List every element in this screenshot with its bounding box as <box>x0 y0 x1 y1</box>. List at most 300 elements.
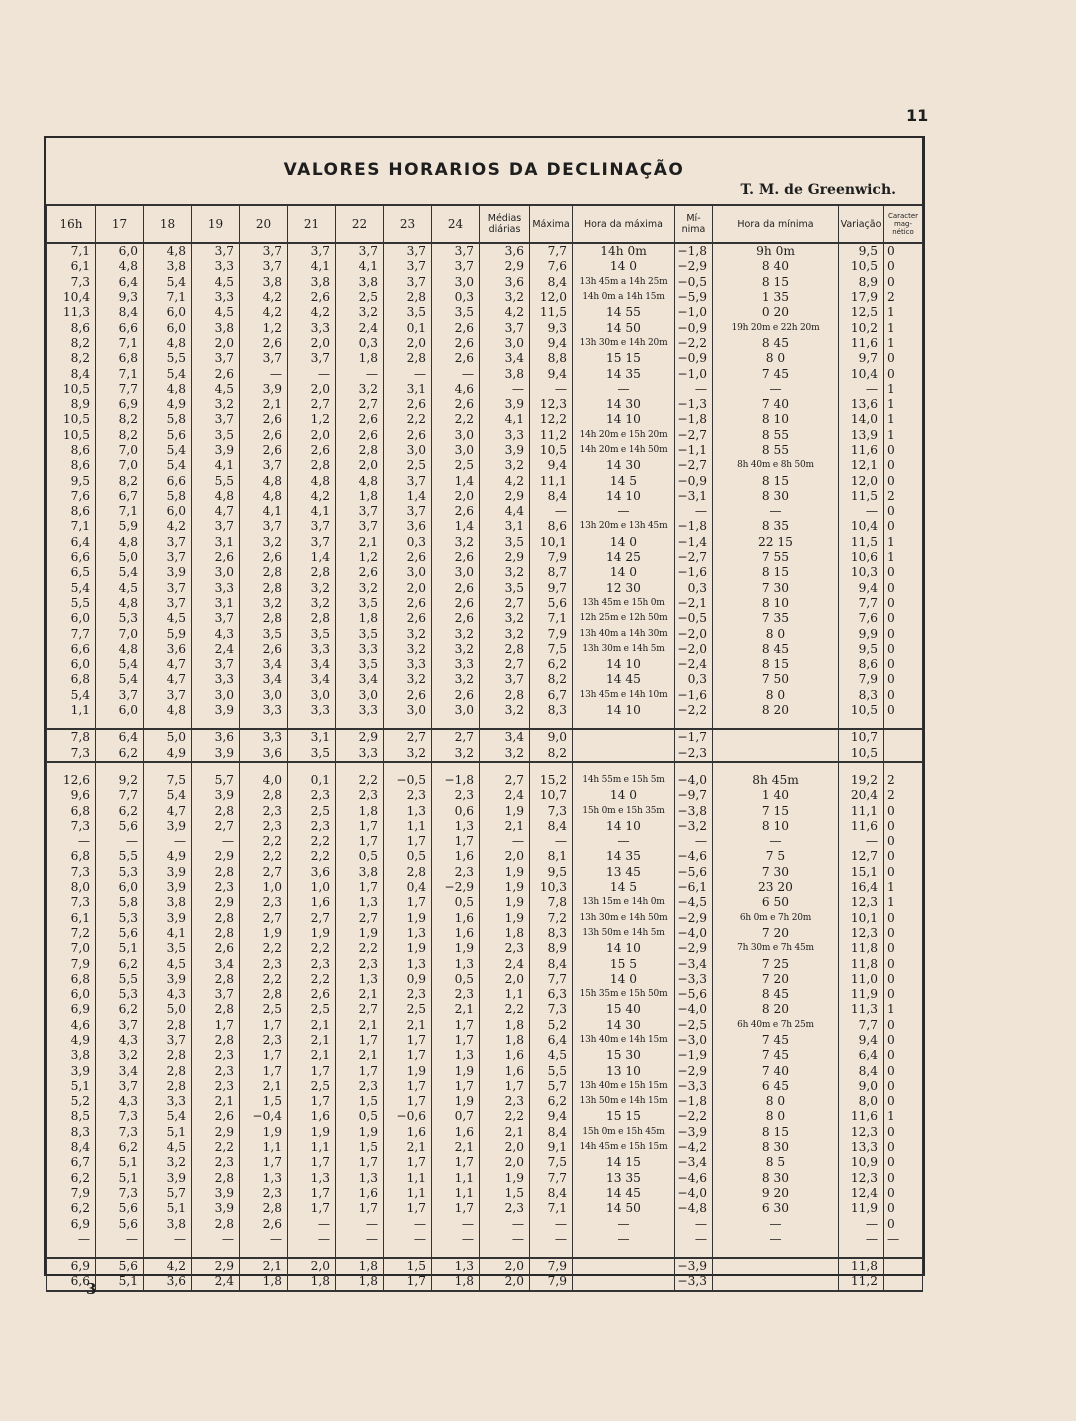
table-cell: 4,8 <box>240 473 288 488</box>
table-cell: 23 20 <box>713 880 839 895</box>
table-cell: −2,9 <box>675 259 713 274</box>
table-cell: 1,1 <box>288 1140 336 1155</box>
table-cell: 8,6 <box>47 458 96 473</box>
spacer-cell <box>884 718 923 729</box>
table-cell: 10,4 <box>839 519 884 534</box>
table-cell: 1,9 <box>240 1125 288 1140</box>
table-row <box>47 275 923 290</box>
declination-table <box>46 204 923 1292</box>
table-cell: 2,3 <box>432 987 480 1002</box>
table-cell: 4,8 <box>336 473 384 488</box>
table-cell: 6,4 <box>96 729 144 745</box>
table-cell: — <box>713 1216 839 1231</box>
table-cell: 2,0 <box>480 849 530 864</box>
table-cell: 1,7 <box>384 1201 432 1216</box>
table-cell: 14 25 <box>573 550 675 565</box>
table-row <box>47 1109 923 1124</box>
table-cell: 2,3 <box>192 1079 240 1094</box>
table-cell: 2,3 <box>240 1186 288 1201</box>
table-cell: 7,3 <box>96 1186 144 1201</box>
table-cell: 3,7 <box>384 504 432 519</box>
table-row <box>47 926 923 941</box>
table-cell: 5,2 <box>47 1094 96 1109</box>
table-cell: 3,3 <box>288 703 336 718</box>
table-cell: 0 <box>884 443 923 458</box>
table-cell: 4,2 <box>240 290 288 305</box>
table-cell: 0 <box>884 1201 923 1216</box>
table-cell: 8 40 <box>713 259 839 274</box>
table-cell: 13h 40m e 15h 15m <box>573 1079 675 1094</box>
table-cell: 4,5 <box>144 956 192 971</box>
table-cell: 3,8 <box>144 1216 192 1231</box>
table-cell: 2,8 <box>240 987 288 1002</box>
table-cell: 0,5 <box>336 1109 384 1124</box>
table-cell: 2,6 <box>192 366 240 381</box>
table-cell: 2,8 <box>192 1171 240 1186</box>
table-cell: −2,2 <box>675 1109 713 1124</box>
table-cell: 3,7 <box>240 243 288 259</box>
table-cell: 2,8 <box>192 972 240 987</box>
table-cell: 1,5 <box>240 1094 288 1109</box>
table-row <box>47 788 923 803</box>
table-cell: 1 40 <box>713 788 839 803</box>
table-cell: 4,9 <box>47 1033 96 1048</box>
table-cell: −2,0 <box>675 626 713 641</box>
table-cell: 15,2 <box>530 773 573 788</box>
table-cell: 2,3 <box>240 1033 288 1048</box>
table-cell: 4,1 <box>288 504 336 519</box>
table-cell: 1,1 <box>384 1186 432 1201</box>
table-cell: 1 <box>884 1002 923 1017</box>
table-cell: 9,0 <box>530 729 573 745</box>
table-cell: 2,0 <box>480 972 530 987</box>
table-cell: 14 55 <box>573 305 675 320</box>
table-cell: 14 10 <box>573 941 675 956</box>
table-cell: 1,6 <box>432 849 480 864</box>
table-cell: 12,3 <box>530 397 573 412</box>
table-cell: 3,7 <box>288 243 336 259</box>
table-cell: 5,6 <box>144 428 192 443</box>
table-cell: 2,3 <box>336 1079 384 1094</box>
table-cell: −3,4 <box>675 1155 713 1170</box>
table-cell: 8,3 <box>839 688 884 703</box>
table-row <box>47 803 923 818</box>
table-cell: 3,0 <box>192 688 240 703</box>
table-cell: 0 <box>884 366 923 381</box>
spacer-cell <box>884 1247 923 1258</box>
table-cell: — <box>336 366 384 381</box>
table-cell: 4,6 <box>47 1018 96 1033</box>
col-header: Mí- nima <box>675 205 713 243</box>
table-cell: 0 <box>884 834 923 849</box>
table-cell: 9,4 <box>839 581 884 596</box>
table-cell: 2 <box>884 773 923 788</box>
table-cell: 2,2 <box>336 773 384 788</box>
table-cell: 0 <box>884 849 923 864</box>
table-cell: 11,2 <box>530 428 573 443</box>
table-cell: 3,7 <box>192 987 240 1002</box>
table-cell: 7,1 <box>96 504 144 519</box>
table-cell: 6,9 <box>47 1216 96 1231</box>
table-cell: 3,9 <box>480 397 530 412</box>
table-cell: 2,8 <box>144 1048 192 1063</box>
table-cell: 2,0 <box>480 1140 530 1155</box>
table-cell: −2,7 <box>675 550 713 565</box>
table-cell: 11,8 <box>839 1258 884 1274</box>
table-cell: 2,0 <box>384 581 432 596</box>
spacer-cell <box>480 718 530 729</box>
table-cell: 1,6 <box>432 926 480 941</box>
table-cell: 1,8 <box>432 1274 480 1290</box>
spacer-cell <box>336 762 384 773</box>
table-cell: 1,4 <box>288 550 336 565</box>
table-row <box>47 1232 923 1247</box>
table-cell: 3,3 <box>192 259 240 274</box>
table-row <box>47 428 923 443</box>
table-cell: 3,0 <box>432 703 480 718</box>
table-cell: 2,9 <box>192 849 240 864</box>
table-cell: — <box>384 366 432 381</box>
table-cell: 14 45 <box>573 672 675 687</box>
table-cell: 5,1 <box>96 1171 144 1186</box>
table-cell: 4,3 <box>96 1033 144 1048</box>
table-row <box>47 320 923 335</box>
table-cell: 7,9 <box>530 626 573 641</box>
table-cell: — <box>96 834 144 849</box>
table-cell: 3,4 <box>480 351 530 366</box>
table-cell: 2,7 <box>480 773 530 788</box>
table-cell: 8,1 <box>530 849 573 864</box>
table-cell: 2,1 <box>336 1018 384 1033</box>
table-cell: 3,3 <box>336 642 384 657</box>
table-cell: 7 40 <box>713 397 839 412</box>
table-cell: 2,1 <box>480 819 530 834</box>
table-cell: 1,1 <box>432 1186 480 1201</box>
table-row <box>47 596 923 611</box>
table-cell: 8,2 <box>96 428 144 443</box>
table-cell: 7,1 <box>144 290 192 305</box>
table-cell: — <box>713 504 839 519</box>
table-cell: 3,7 <box>144 535 192 550</box>
table-cell: 1,7 <box>288 1155 336 1170</box>
table-cell: 1,9 <box>288 926 336 941</box>
table-cell: 15h 0m e 15h 35m <box>573 803 675 818</box>
table-cell: 11,2 <box>839 1274 884 1290</box>
table-cell: 3,7 <box>144 550 192 565</box>
table-cell: 2,1 <box>288 1048 336 1063</box>
table-row <box>47 611 923 626</box>
table-cell: 12,0 <box>839 473 884 488</box>
table-cell: −0,9 <box>675 320 713 335</box>
table-cell: 2,1 <box>432 1140 480 1155</box>
table-cell: 1,8 <box>480 1033 530 1048</box>
table-cell: −1,8 <box>675 519 713 534</box>
spacer-cell <box>530 718 573 729</box>
table-cell: 2,6 <box>240 336 288 351</box>
table-cell: 7,3 <box>530 1002 573 1017</box>
table-cell: 8,9 <box>47 397 96 412</box>
table-cell: 3,3 <box>336 746 384 762</box>
table-cell: 3,9 <box>47 1063 96 1078</box>
spacer-cell <box>384 718 432 729</box>
spacer-cell <box>839 1247 884 1258</box>
table-cell: 10,5 <box>47 412 96 427</box>
table-cell: 2,2 <box>240 849 288 864</box>
table-cell: −1,9 <box>675 1048 713 1063</box>
table-cell: 2,8 <box>288 611 336 626</box>
table-cell: −1,6 <box>675 565 713 580</box>
table-cell: 13h 45m a 14h 25m <box>573 275 675 290</box>
table-cell: 2,6 <box>336 565 384 580</box>
spacer-cell <box>480 1247 530 1258</box>
table-cell: 1,6 <box>480 1048 530 1063</box>
spacer-cell <box>47 762 96 773</box>
table-cell: 0,3 <box>675 672 713 687</box>
table-cell: 12,4 <box>839 1186 884 1201</box>
table-row <box>47 1079 923 1094</box>
table-cell: 3,2 <box>288 596 336 611</box>
table-cell: 11,6 <box>839 1109 884 1124</box>
table-cell: 2,8 <box>384 351 432 366</box>
table-cell: 5,4 <box>144 458 192 473</box>
table-cell: 1,7 <box>336 1201 384 1216</box>
table-cell: 1,3 <box>384 803 432 818</box>
table-cell: −4,6 <box>675 1171 713 1186</box>
table-cell: 3,8 <box>336 865 384 880</box>
table-cell: 1,7 <box>432 1155 480 1170</box>
table-cell: 0 <box>884 803 923 818</box>
table-cell: 14 30 <box>573 458 675 473</box>
table-cell: 0 <box>884 1094 923 1109</box>
table-cell: 3,3 <box>336 703 384 718</box>
spacer-cell <box>713 718 839 729</box>
table-cell: 7,0 <box>96 443 144 458</box>
col-header: 17 <box>96 205 144 243</box>
table-cell: 2,3 <box>192 880 240 895</box>
table-cell: 9h 0m <box>713 243 839 259</box>
table-cell: 2,7 <box>240 910 288 925</box>
table-row <box>47 412 923 427</box>
table-cell: −0,5 <box>384 773 432 788</box>
table-cell: 1,8 <box>336 803 384 818</box>
table-cell <box>573 729 675 745</box>
table-cell: 4,5 <box>192 305 240 320</box>
table-cell: −6,1 <box>675 880 713 895</box>
table-cell: 9,3 <box>530 320 573 335</box>
table-cell: 1,3 <box>432 1048 480 1063</box>
table-cell: 4,1 <box>480 412 530 427</box>
table-cell: — <box>432 1216 480 1231</box>
table-cell: 5,8 <box>144 412 192 427</box>
table-cell: 2,6 <box>336 412 384 427</box>
table-cell: 0 <box>884 626 923 641</box>
table-cell: 11,5 <box>530 305 573 320</box>
table-cell: 1,7 <box>384 1079 432 1094</box>
table-cell: 0 <box>884 458 923 473</box>
table-cell: 3,2 <box>384 626 432 641</box>
table-cell: −1,3 <box>675 397 713 412</box>
table-cell: 8,4 <box>839 1063 884 1078</box>
table-cell: — <box>288 1232 336 1247</box>
table-cell: 8 55 <box>713 428 839 443</box>
table-cell: 6,6 <box>96 320 144 335</box>
table-cell: 0 <box>884 351 923 366</box>
table-row <box>47 773 923 788</box>
table-cell: 8 10 <box>713 596 839 611</box>
table-cell: 8,9 <box>530 941 573 956</box>
table-cell: 1,1 <box>384 1171 432 1186</box>
table-cell: 3,7 <box>192 657 240 672</box>
table-cell: 8 20 <box>713 1002 839 1017</box>
table-cell: 14 35 <box>573 366 675 381</box>
table-cell: 9,4 <box>530 336 573 351</box>
table-cell: 7,9 <box>530 1274 573 1290</box>
table-cell: −4,6 <box>675 849 713 864</box>
table-cell: 7,1 <box>96 366 144 381</box>
table-cell: 1,8 <box>336 351 384 366</box>
table-cell: 1,3 <box>336 1171 384 1186</box>
table-cell: — <box>573 1232 675 1247</box>
table-cell: 2,3 <box>192 1155 240 1170</box>
table-cell: 8,4 <box>530 956 573 971</box>
table-cell: 2,3 <box>480 941 530 956</box>
spacer-cell <box>336 718 384 729</box>
table-cell: 1,2 <box>240 320 288 335</box>
col-header: 22 <box>336 205 384 243</box>
table-cell: 3,1 <box>480 519 530 534</box>
table-cell: 4,8 <box>240 489 288 504</box>
table-cell: 5,5 <box>530 1063 573 1078</box>
table-cell: 0 <box>884 941 923 956</box>
table-cell: 1 <box>884 397 923 412</box>
table-cell: −4,0 <box>675 1002 713 1017</box>
table-cell: 3,7 <box>288 535 336 550</box>
table-cell: 0 <box>884 243 923 259</box>
table-cell: 2,8 <box>240 788 288 803</box>
table-cell: 3,0 <box>480 336 530 351</box>
table-cell: −1,4 <box>675 535 713 550</box>
table-cell: 3,5 <box>384 305 432 320</box>
table-cell: 1,1 <box>47 703 96 718</box>
table-cell: −1,7 <box>675 729 713 745</box>
table-cell: 5,8 <box>144 489 192 504</box>
table-cell: 2,5 <box>288 1002 336 1017</box>
table-cell: 2,6 <box>384 550 432 565</box>
table-cell: 3,7 <box>336 504 384 519</box>
table-cell: 14h 0m a 14h 15m <box>573 290 675 305</box>
table-cell: 2,4 <box>192 642 240 657</box>
table-cell: 7 45 <box>713 1033 839 1048</box>
table-cell: 5,5 <box>96 849 144 864</box>
table-cell: 0,9 <box>384 972 432 987</box>
table-cell: 7 40 <box>713 1063 839 1078</box>
table-cell: 3,2 <box>432 746 480 762</box>
table-cell: 2,7 <box>336 397 384 412</box>
table-cell: 0 <box>884 688 923 703</box>
table-cell: 6,6 <box>47 550 96 565</box>
table-cell: 3,5 <box>288 626 336 641</box>
table-cell: 1 <box>884 880 923 895</box>
col-header: Médias diárias <box>480 205 530 243</box>
table-cell: 0 <box>884 1216 923 1231</box>
table-cell: 8 0 <box>713 351 839 366</box>
table-title: VALORES HORARIOS DA DECLINAÇÃO <box>283 160 685 180</box>
table-cell: 10,5 <box>839 746 884 762</box>
table-cell: 2,8 <box>192 1002 240 1017</box>
table-cell: — <box>573 504 675 519</box>
table-cell: — <box>144 834 192 849</box>
table-cell: 1,1 <box>432 1171 480 1186</box>
table-cell: 8,4 <box>530 1186 573 1201</box>
table-row <box>47 910 923 925</box>
table-cell: −2,4 <box>675 657 713 672</box>
table-cell: 2,6 <box>240 412 288 427</box>
spacer-cell <box>839 718 884 729</box>
table-cell: 3,6 <box>480 243 530 259</box>
table-cell: 2,8 <box>480 642 530 657</box>
table-cell: 2,0 <box>336 458 384 473</box>
table-cell: 1,9 <box>384 1063 432 1078</box>
table-cell: 6,0 <box>96 703 144 718</box>
table-cell: 3,6 <box>144 1274 192 1290</box>
table-cell: 7,3 <box>47 895 96 910</box>
table-cell: 4,3 <box>144 987 192 1002</box>
table-cell: 3,7 <box>288 351 336 366</box>
table-cell: 6 45 <box>713 1079 839 1094</box>
table-cell: 0 <box>884 972 923 987</box>
table-cell: 6,4 <box>839 1048 884 1063</box>
table-row <box>47 688 923 703</box>
table-cell: 5,3 <box>96 865 144 880</box>
table-cell: 2,6 <box>240 642 288 657</box>
table-cell: 2,6 <box>384 596 432 611</box>
table-cell: 11,9 <box>839 1201 884 1216</box>
table-cell: 2,8 <box>192 910 240 925</box>
table-cell: 2,1 <box>336 987 384 1002</box>
table-cell: 7,2 <box>530 910 573 925</box>
table-cell: 1,7 <box>336 834 384 849</box>
table-cell: 1,8 <box>240 1274 288 1290</box>
table-cell: 7,6 <box>47 489 96 504</box>
table-cell: 3,7 <box>336 243 384 259</box>
table-cell: 8,7 <box>530 565 573 580</box>
table-cell: 3,2 <box>192 397 240 412</box>
table-cell: 2,6 <box>240 428 288 443</box>
table-cell: 2,6 <box>288 443 336 458</box>
table-cell: 11,8 <box>839 956 884 971</box>
table-cell: 0,6 <box>432 803 480 818</box>
table-cell: 12,0 <box>530 290 573 305</box>
table-cell: 13h 50m e 14h 5m <box>573 926 675 941</box>
col-header: Hora da máxima <box>573 205 675 243</box>
spacer-cell <box>240 718 288 729</box>
spacer-cell <box>96 1247 144 1258</box>
table-cell: 1,8 <box>336 489 384 504</box>
table-cell: 1,7 <box>240 1155 288 1170</box>
table-cell: 6,8 <box>96 351 144 366</box>
table-cell: 7,0 <box>47 941 96 956</box>
table-cell: 3,2 <box>288 581 336 596</box>
table-cell <box>573 1258 675 1274</box>
table-cell: 9,5 <box>839 642 884 657</box>
table-cell: 6,2 <box>96 956 144 971</box>
table-cell: 1,6 <box>336 1186 384 1201</box>
table-cell: 7,7 <box>96 788 144 803</box>
table-cell: 3,1 <box>384 382 432 397</box>
table-cell: 14 0 <box>573 535 675 550</box>
table-cell: 3,9 <box>192 1186 240 1201</box>
table-cell: 4,7 <box>144 657 192 672</box>
